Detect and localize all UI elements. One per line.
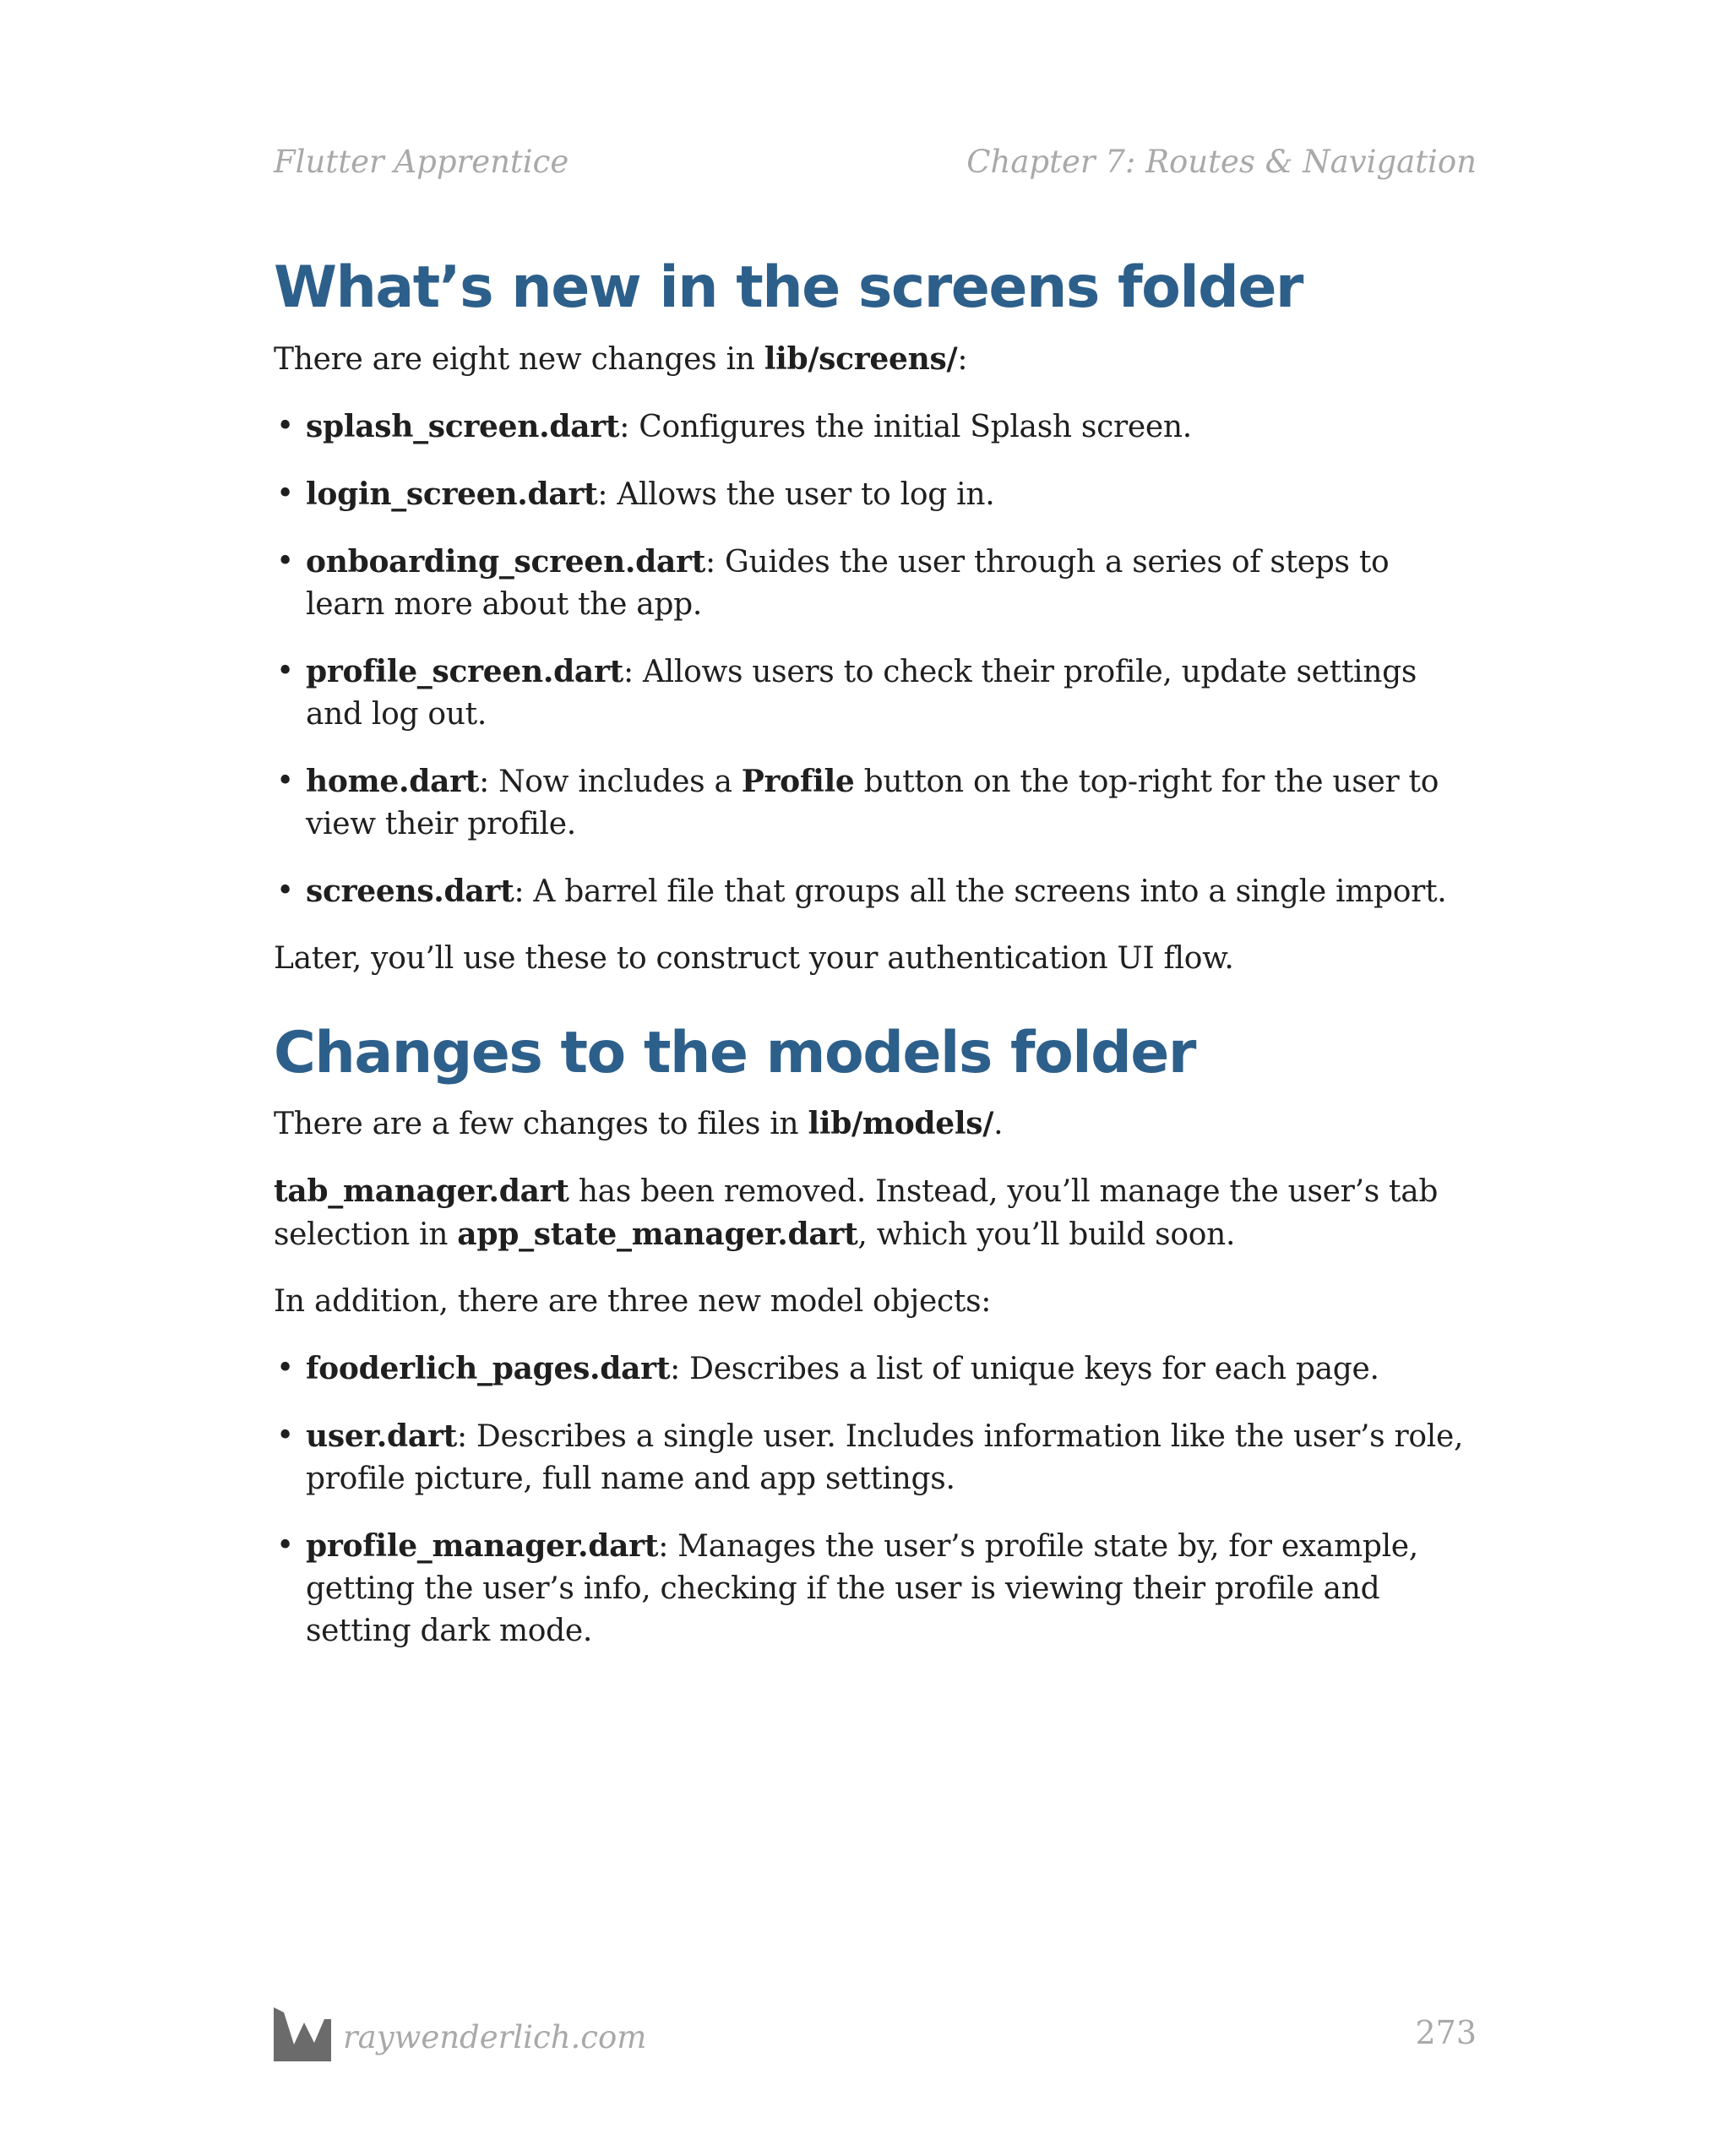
screens-path: lib/screens/ — [764, 340, 958, 377]
list-item: • profile_manager.dart: Manages the user’s profile state by, for example, getting the user’s info, checking if the user is viewing their profile and setting dark mode. — [274, 1525, 1477, 1652]
section-heading-screens: What’s new in the screens folder — [274, 254, 1303, 321]
bullet-icon: • — [276, 1418, 294, 1454]
list-item: • fooderlich_pages.dart: Describes a list of unique keys for each page. — [274, 1348, 1477, 1391]
new-models-intro: In addition, there are three new model objects: — [274, 1284, 992, 1320]
list-item: • home.dart: Now includes a Profile button on the top-right for the user to view their profile. — [274, 760, 1477, 846]
models-path: lib/models/ — [808, 1106, 994, 1142]
screens-intro: There are eight new changes in lib/screens/: — [274, 340, 968, 377]
list-item: • user.dart: Describes a single user. Includes information like the user’s role, profile picture, full name and app settings. — [274, 1415, 1477, 1500]
footer-site: raywenderlich.com — [343, 2019, 647, 2055]
bullet-icon: • — [276, 1351, 294, 1386]
list-item: • screens.dart: A barrel file that groups all the screens into a single import. — [274, 870, 1477, 913]
models-list — [274, 1348, 1477, 1652]
page-footer — [274, 2002, 1477, 2070]
section-heading-models: Changes to the models folder — [274, 1019, 1195, 1086]
page-content — [274, 253, 1477, 1677]
bullet-icon: • — [276, 1528, 294, 1564]
raywenderlich-logo-icon — [274, 2004, 331, 2061]
list-item: • onboarding_screen.dart: Guides the user through a series of steps to learn more about the app. — [274, 541, 1477, 626]
bullet-icon: • — [276, 408, 294, 444]
bullet-icon: • — [276, 873, 294, 908]
screens-outro: Later, you’ll use these to construct your authentication UI flow. — [274, 940, 1234, 976]
list-item: • splash_screen.dart: Configures the initial Splash screen. — [274, 406, 1477, 449]
page-number: 273 — [1415, 2014, 1477, 2051]
bullet-icon: • — [276, 476, 294, 511]
running-header — [274, 144, 1477, 180]
book-page — [274, 0, 1477, 2156]
list-item: • login_screen.dart: Allows the user to log in. — [274, 473, 1477, 516]
list-item: • profile_screen.dart: Allows users to check their profile, update settings and log out. — [274, 651, 1477, 736]
bullet-icon: • — [276, 653, 294, 689]
book-title: Flutter Apprentice — [274, 144, 569, 180]
bullet-icon: • — [276, 543, 294, 579]
tab-manager-removed: tab_manager.dart has been removed. Instead, you’ll manage the user’s tab selection in app_state_manager.dart, which you’ll build soon. — [274, 1173, 1439, 1253]
screens-list — [274, 406, 1477, 913]
chapter-title: Chapter 7: Routes & Navigation — [966, 144, 1477, 180]
models-intro: There are a few changes to files in lib/models/. — [274, 1106, 1004, 1142]
bullet-icon: • — [276, 763, 294, 798]
